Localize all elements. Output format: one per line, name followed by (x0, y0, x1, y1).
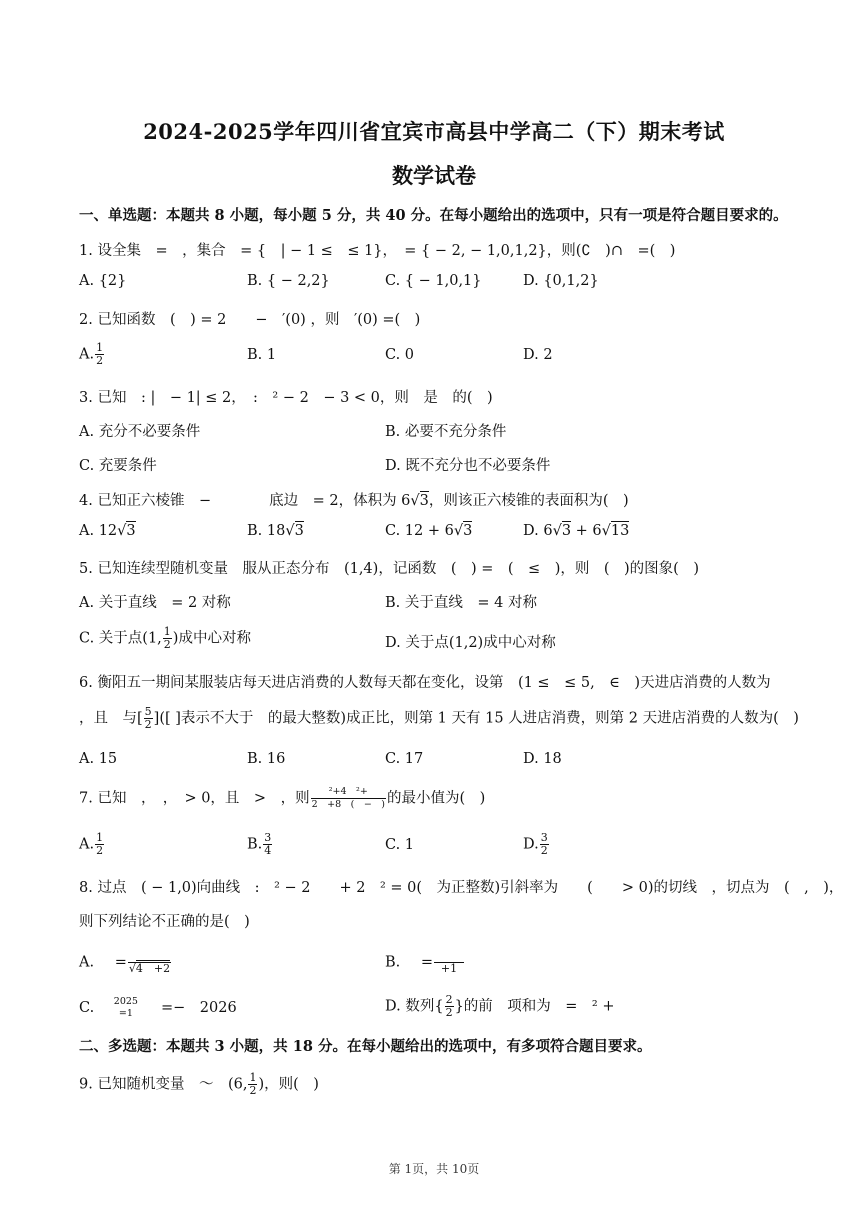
fraction-numerator: 5 (144, 705, 152, 718)
page-subtitle: 数学试卷 (392, 163, 476, 188)
q8-option-b-prefix: B. (385, 954, 401, 971)
q7-option-b (247, 832, 273, 857)
q8-option-d-post: }的前 项和为 = ² + (454, 998, 615, 1015)
section-heading-multiple-choice: 二、多选题：本题共 3 小题，共 18 分。在每小题给出的选项中，有多项符合题目要求。 (79, 1038, 652, 1055)
q6-line-2-pre: ，且 与[ (79, 710, 143, 727)
question-1-stem: 1. 设全集 = ，集合 = { | − 1 ≤ ≤ 1}， = { − 2, − 1,0,1,2}，则(∁ )∩ =( ) (79, 243, 676, 259)
q2-option-c: C. 0 (385, 347, 415, 363)
fraction-denominator: 2 (144, 718, 152, 731)
sqrt-symbol: √ (410, 493, 420, 509)
fraction-denominator: 2 (540, 844, 548, 857)
fraction-numerator: 1 (249, 1071, 257, 1084)
sqrt-radicand: 3 (294, 523, 304, 539)
page-title: 2024-2025学年四川省宜宾市高县中学高二（下）期末考试 (143, 119, 725, 144)
question-6-line-1: 6. 衡阳五一期间某服装店每天进店消费的人数每天都在变化，设第 (1 ≤ ≤ 5, ∈ )天进店消费的人数为 (79, 675, 771, 691)
q1-option-c: C. { − 1,0,1} (385, 273, 482, 289)
q5-option-d: D. 关于点(1,2)成中心对称 (385, 635, 556, 651)
q8-option-c-rest: =− 2026 (160, 1000, 237, 1016)
q3-option-c: C. 充要条件 (79, 458, 157, 474)
q4-option-d-pre: D. 6 (523, 523, 553, 539)
sqrt-symbol: √ (128, 962, 136, 975)
q7-option-b-prefix: B. (247, 836, 263, 853)
page-footer: 第 1页，共 10页 (388, 1162, 480, 1176)
fraction-numerator: ²+4 ²+ (311, 786, 386, 799)
q4-option-b (247, 523, 304, 539)
q7-option-a (79, 832, 105, 857)
q7-fraction (311, 786, 386, 811)
sqrt-symbol: √ (285, 523, 295, 539)
fraction-denominator: +1 (440, 962, 458, 975)
q3-option-a: A. 充分不必要条件 (79, 424, 201, 440)
q1-option-b: B. { − 2,2} (247, 273, 330, 289)
sqrt-symbol: √ (552, 523, 562, 539)
q5-option-c-fraction (163, 626, 172, 651)
q4-stem-pre: 4. 已知正六棱锥 − 底边 = 2，体积为 6 (79, 493, 411, 509)
q9-stem-pre: 9. 已知随机变量 ～ (6, (79, 1076, 248, 1093)
question-4-stem (79, 489, 629, 510)
fraction-denominator: 2 (445, 1006, 453, 1019)
q8-option-b-fraction (434, 950, 464, 975)
sum-lower-limit: =1 (118, 1008, 133, 1019)
q3-option-b: B. 必要不充分条件 (385, 424, 507, 440)
q7-stem-post: 的最小值为( ) (387, 790, 486, 807)
q8-option-c-sum (114, 996, 138, 1020)
q6-fraction (144, 706, 153, 731)
fraction-numerator: 3 (540, 831, 548, 844)
sqrt-radicand: 13 (610, 523, 630, 539)
question-8-line-2: 则下列结论不正确的是( ) (79, 914, 250, 930)
fraction-denominator (128, 963, 171, 975)
q3-option-d: D. 既不充分也不必要条件 (385, 458, 551, 474)
q4-option-c-pre: C. 12 + 6 (385, 523, 454, 539)
q4-option-d-mid: + 6 (571, 523, 602, 539)
fraction-denominator: 2 (96, 844, 104, 857)
q4-option-a (79, 523, 136, 539)
q7-option-a-fraction (95, 832, 104, 857)
sum-upper-limit: 2025 (113, 996, 138, 1007)
q6-option-c: C. 17 (385, 751, 424, 767)
question-2-stem: 2. 已知函数 ( ) = 2 − ′(0) ，则 ′(0) =( ) (79, 312, 421, 328)
q7-option-d (523, 832, 550, 857)
fraction-denominator: 4 (264, 844, 272, 857)
q8-option-a-equals: = (114, 954, 127, 971)
section-heading-single-choice: 一、单选题：本题共 8 小题，每小题 5 分，共 40 分。在每小题给出的选项中，只有一项是符合题目要求的。 (79, 207, 788, 224)
question-5-stem: 5. 已知连续型随机变量 服从正态分布 (1,4)，记函数 ( ) = ( ≤ )，则 ( )的图象( ) (79, 561, 699, 577)
sqrt-symbol: √ (601, 523, 611, 539)
q8-option-a (79, 950, 172, 975)
q7-option-c: C. 1 (385, 837, 415, 853)
q8-option-d-pre: D. 数列{ (385, 998, 444, 1015)
q7-option-a-prefix: A. (79, 836, 95, 853)
question-7-stem (79, 786, 485, 811)
q7-stem-pre: 7. 已知 ， ， > 0，且 > ，则 (79, 790, 310, 807)
fraction-numerator: 1 (96, 831, 104, 844)
sqrt-symbol: √ (117, 523, 127, 539)
q7-option-d-fraction (540, 832, 549, 857)
q4-option-d (523, 523, 629, 539)
question-3-stem: 3. 已知 : | − 1| ≤ 2， : ² − 2 − 3 < 0，则 是 的( ) (79, 390, 493, 406)
sqrt-radicand: 3 (463, 523, 473, 539)
sqrt-radicand: 4 +2 (135, 962, 171, 975)
q7-option-b-fraction (263, 832, 272, 857)
q8-option-d-fraction (445, 994, 454, 1019)
fraction-denominator: 2 +8 ( − ) (311, 799, 385, 810)
q5-option-c (79, 626, 251, 651)
q4-option-c (385, 523, 472, 539)
fraction-numerator: 1 (96, 341, 104, 354)
q5-option-c-pre: C. 关于点(1, (79, 630, 162, 647)
q2-option-b: B. 1 (247, 347, 277, 363)
q7-option-d-prefix: D. (523, 836, 539, 853)
fraction-numerator: 2 (445, 993, 453, 1006)
q1-option-d: D. {0,1,2} (523, 273, 599, 289)
question-6-line-2 (79, 706, 799, 731)
q6-option-a: A. 15 (79, 751, 118, 767)
q2-option-a-prefix: A. (79, 346, 95, 363)
q8-option-c-prefix: C. (79, 1000, 95, 1016)
q2-option-a-fraction (95, 342, 104, 367)
fraction-denominator: 2 (96, 354, 104, 367)
q2-option-d: D. 2 (523, 347, 553, 363)
q8-option-b (385, 950, 465, 975)
sqrt-radicand: 3 (419, 493, 429, 509)
q4-option-b-pre: B. 18 (247, 523, 286, 539)
fraction-numerator: 3 (264, 831, 272, 844)
sqrt-symbol: √ (453, 523, 464, 539)
q8-option-c (79, 996, 237, 1020)
q8-option-a-fraction (128, 950, 171, 975)
q5-option-a: A. 关于直线 = 2 对称 (79, 595, 231, 611)
q8-option-d (385, 994, 615, 1019)
q6-option-d: D. 18 (523, 751, 562, 767)
question-8-line-1: 8. 过点 ( − 1,0)向曲线 : ² − 2 + 2 ² = 0( 为正整数)引斜率为 ( > 0)的切线 ，切点为 ( , )， (79, 880, 844, 896)
q6-option-b: B. 16 (247, 751, 286, 767)
q4-option-a-pre: A. 12 (79, 523, 118, 539)
q5-option-b: B. 关于直线 = 4 对称 (385, 595, 537, 611)
q4-stem-post: ，则该正六棱锥的表面积为( ) (428, 493, 629, 509)
q1-option-a: A. {2} (79, 273, 127, 289)
question-9-stem (79, 1072, 319, 1097)
q8-option-a-prefix: A. (79, 954, 95, 971)
fraction-numerator: 1 (163, 625, 171, 638)
sqrt-radicand: 3 (561, 523, 572, 539)
q5-option-c-post: )成中心对称 (172, 630, 251, 647)
q9-fraction (248, 1072, 257, 1097)
fraction-denominator: 2 (249, 1084, 257, 1097)
q6-line-2-post: ]([ ]表示不大于 的最大整数)成正比，则第 1 天有 15 人进店消费，则第 2 天进店消费的人数为( ) (153, 710, 799, 727)
q8-option-b-equals: = (420, 954, 434, 971)
q2-option-a (79, 342, 105, 367)
sqrt-radicand: 3 (126, 523, 136, 539)
q9-stem-post: )，则( ) (258, 1076, 319, 1093)
fraction-denominator: 2 (163, 638, 171, 651)
